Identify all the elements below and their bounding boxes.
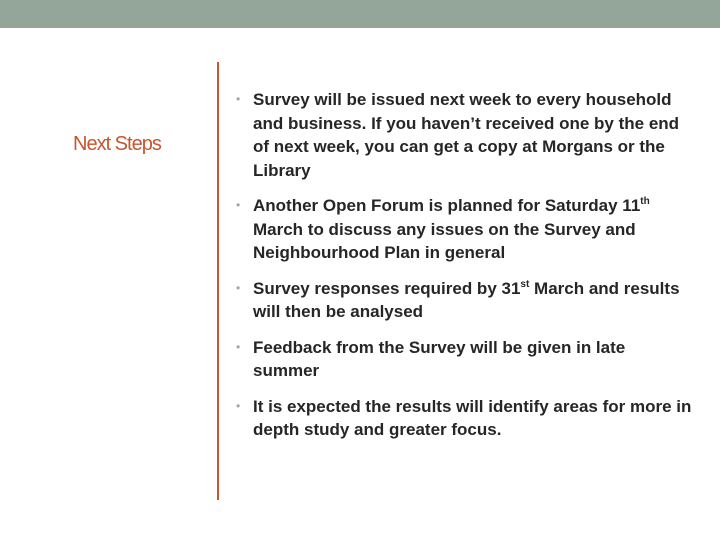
- slide-title: Next Steps: [73, 133, 161, 155]
- bullet-item: [236, 395, 696, 442]
- bullet-item: [236, 88, 696, 182]
- vertical-divider: [217, 62, 219, 500]
- bullet-icon: •: [236, 198, 241, 212]
- bullet-item: [236, 336, 696, 383]
- bullet-text-part: Survey responses required by 31: [253, 278, 521, 298]
- bullet-text: [253, 196, 650, 262]
- ordinal-suffix: th: [640, 196, 650, 207]
- header-bar: [0, 0, 720, 28]
- bullet-text-part: Another Open Forum is planned for Saturday 11: [253, 196, 641, 215]
- bullet-text: Survey will be issued next week to every household and business. If you haven’t received one by the end of next week, you can get a copy at Morgans or the Library: [253, 90, 680, 180]
- bullet-icon: •: [236, 280, 241, 295]
- bullet-text: Feedback from the Survey will be given in late summer: [253, 337, 626, 380]
- bullet-text: [253, 279, 680, 322]
- bullet-text-part: March to discuss any issues on the Survey and Neighbourhood Plan in general: [253, 219, 636, 262]
- bullet-icon: •: [236, 398, 241, 413]
- bullet-icon: •: [236, 92, 241, 106]
- bullet-item: [236, 277, 696, 324]
- bullet-item: [236, 194, 696, 265]
- bullet-text: It is expected the results will identify areas for more in depth study and greater focus.: [253, 396, 692, 439]
- bullet-icon: •: [236, 339, 241, 354]
- bullet-text-part: March and results will then be analysed: [253, 278, 680, 321]
- bullet-list: [236, 88, 696, 454]
- ordinal-suffix: st: [520, 278, 530, 290]
